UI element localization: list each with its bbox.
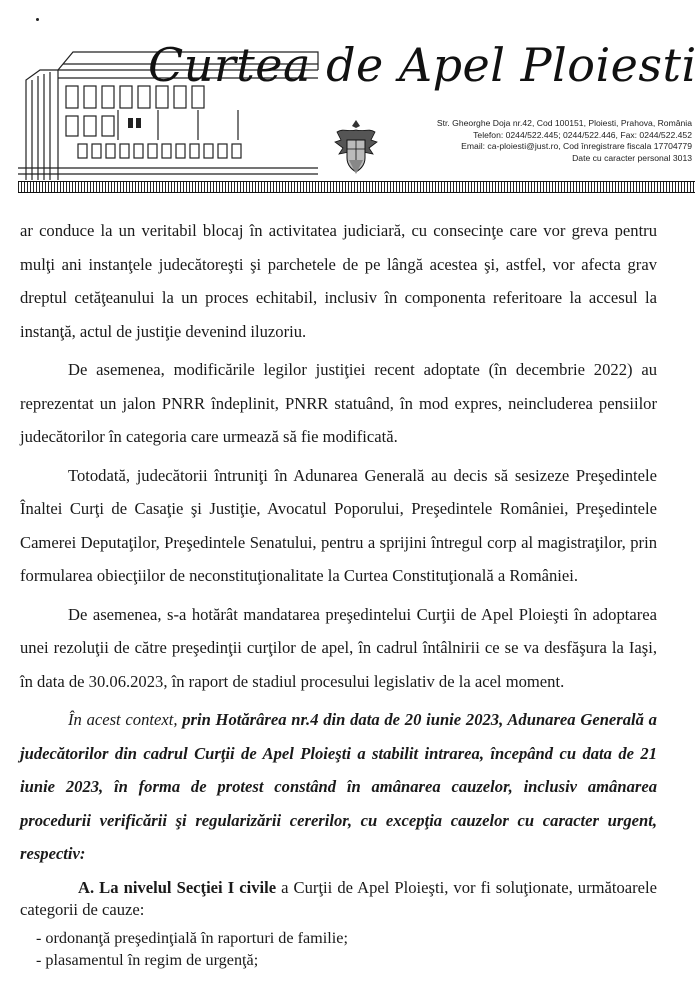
document-body: [20, 214, 657, 971]
paragraph-5-decision: prin Hotărârea nr.4 din data de 20 iunie 2023, Adunarea Generală a judecătorilor din cadrul Curţii de Apel Ploieşti a stabilit intrarea, începând cu data de 21 iunie 2023, în forma de protest constând în amânarea cauzelor, inclusiv amânarea procedurii verificării şi regularizării cererilor, cu excepţia cauzelor cu caracter urgent, respectiv:: [20, 710, 657, 863]
stray-mark: [36, 18, 39, 21]
letterhead: [0, 0, 700, 200]
paragraph-4: De asemenea, s-a hotărât mandatarea preşedintelui Curţii de Apel Ploieşti în adoptarea unei rezoluţii de către preşedinţii curţilor de apel, în cadrul întâlnirii ce se va desfăşura la Iaşi, în data de 30.06.2023, în raport de stadiul procesului legislativ de la acel moment.: [20, 604, 657, 691]
paragraph-2: De asemenea, modificările legilor justiţiei recent adoptate (în decembrie 2022) au reprezentat un jalon PNRR îndeplinit, PNRR statuând, în mod expres, neincluderea pensiilor judecătorilor în categoria care urmează să fie modificată.: [20, 360, 657, 446]
paragraph-3: Totodată, judecătorii întruniţi în Adunarea Generală au decis să sesizeze Preşedintele Înaltei Curţi de Casaţie şi Justiţie, Avocatul Poporului, Preşedintele României, Preşedintele Camerei Deputaţilor, Preşedintele Senatului, pentru a sprijini întregul corp al magistraţilor, prin formularea obiecţiilor de neconstituţionalitate la Curtea Constituţională a României.: [20, 465, 657, 585]
email-line: Email: ca-ploiesti@just.ro, Cod înregistrare fiscala 17704779: [461, 141, 692, 151]
paragraph-5-intro: În acest context,: [68, 710, 178, 729]
court-name-logotype: Curtea de Apel Ploiesti: [148, 38, 697, 92]
address-line: Str. Gheorghe Doja nr.42, Cod 100151, Ploiesti, Prahova, România: [436, 118, 692, 128]
romania-coat-of-arms-icon: [333, 118, 379, 178]
letterhead-divider: [18, 181, 695, 193]
privacy-line: Date cu caracter personal 3013: [572, 152, 692, 163]
section-a-title: A. La nivelul Secţiei I civile: [78, 877, 277, 897]
list-item: - plasamentul în regim de urgenţă;: [36, 950, 259, 969]
phone-line: Telefon: 0244/522.445; 0244/522.446, Fax: 0244/522.452: [473, 129, 692, 140]
paragraph-5: [20, 703, 657, 871]
contact-block: [392, 118, 692, 164]
case-category-list: [20, 927, 657, 971]
section-a-text: a Curţii de Apel Ploieşti, vor fi soluţionate, următoarele categorii de cauze:: [20, 877, 658, 919]
paragraph-1: ar conduce la un veritabil blocaj în activitatea judiciară, cu consecinţe care vor greva pentru mulţi ani instanţele judecătoreşti şi parchetele de pe lângă acestea şi, astfel, vor afecta grav dreptul cetăţeanului la un proces echitabil, inclusiv în componenta referitoare la accesul la instanţă, actul de justiţie devenind iluzoriu.: [20, 221, 657, 341]
section-a-heading: [20, 877, 657, 921]
list-item: - ordonanţă preşedinţială în raporturi de familie;: [36, 928, 348, 947]
